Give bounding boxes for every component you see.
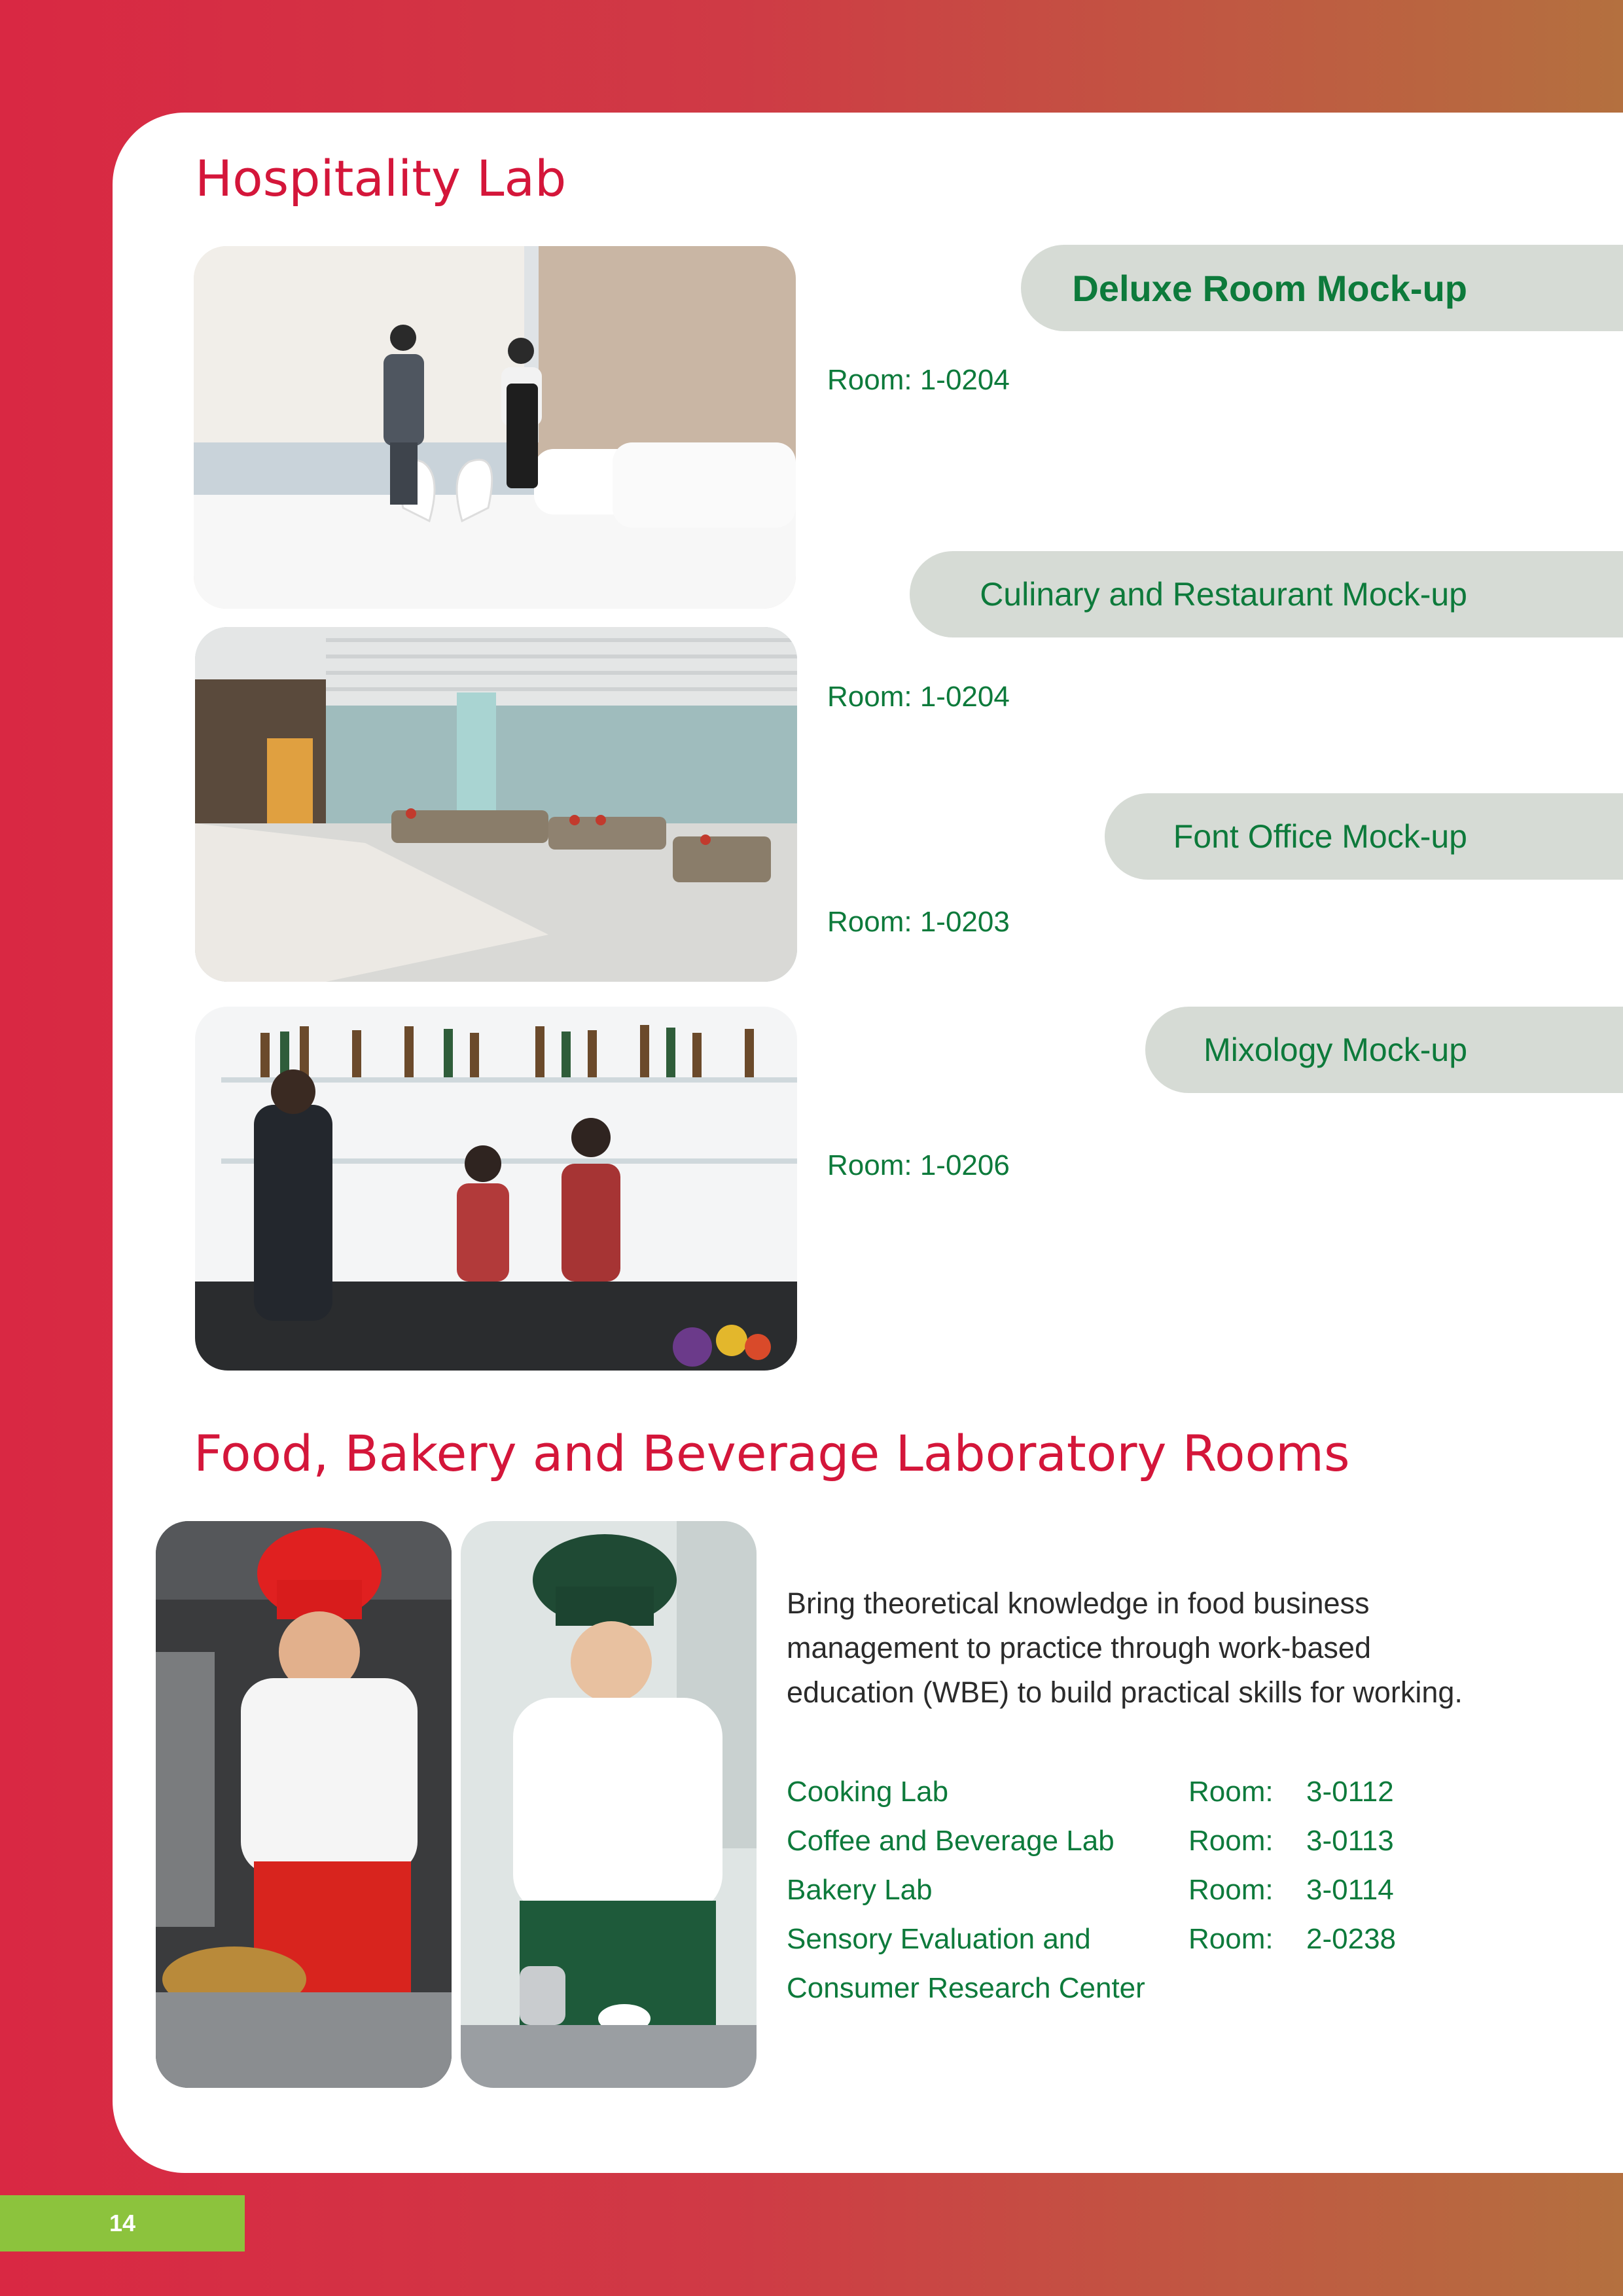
room-number: 3-0114 [1306,1874,1394,1906]
room-number: 3-0113 [1306,1825,1394,1857]
lab-name: Cooking Lab [787,1776,949,1808]
room-attendants-making-bed-photo [194,246,796,609]
deluxe-room-mockup-label: Deluxe Room Mock-up [1021,245,1623,331]
lab-row-consumer-research [787,1964,1467,2013]
lab-name: Consumer Research Center [787,1972,1145,2004]
deluxe-room-number: Room: 1-0204 [827,364,1010,396]
food-bakery-beverage-title: Food, Bakery and Beverage Laboratory Rooms [194,1424,1350,1482]
description-line: education (WBE) to build practical skills for working. [787,1676,1463,1709]
bartender-training-photo [195,1007,797,1371]
food-lab-description [787,1581,1526,1715]
mixology-room-number: Room: 1-0206 [827,1149,1010,1181]
lab-row-bakery [787,1865,1467,1914]
description-line: Bring theoretical knowledge in food business [787,1587,1370,1620]
lab-row-sensory-evaluation [787,1914,1467,1964]
room-label: Room: [1188,1923,1274,1955]
front-office-room-number: Room: 1-0203 [827,906,1010,938]
room-label: Room: [1188,1825,1274,1857]
room-number: 3-0112 [1306,1776,1394,1808]
room-label [1188,1964,1306,2013]
culinary-restaurant-mockup-label: Culinary and Restaurant Mock-up [910,551,1623,637]
front-office-mockup-label: Font Office Mock-up [1105,793,1623,880]
lab-name: Coffee and Beverage Lab [787,1825,1115,1857]
culinary-restaurant-room-number: Room: 1-0204 [827,681,1010,713]
description-line: management to practice through work-based [787,1631,1371,1664]
room-label: Room: [1188,1776,1274,1808]
lab-name: Bakery Lab [787,1874,933,1906]
chef-cooking-wok-photo [156,1521,452,2088]
mixology-mockup-label: Mixology Mock-up [1145,1007,1623,1093]
chef-pouring-milk-photo [461,1521,757,2088]
page-number: 14 [0,2195,245,2251]
lab-row-coffee-beverage [787,1816,1467,1865]
lab-row-cooking [787,1767,1467,1816]
lab-name: Sensory Evaluation and [787,1923,1091,1955]
room-number: 2-0238 [1306,1923,1397,1955]
hospitality-lab-title: Hospitality Lab [195,149,567,207]
lab-room-list [787,1767,1467,2013]
room-label: Room: [1188,1874,1274,1906]
lounge-and-meeting-area-photo [195,627,797,982]
